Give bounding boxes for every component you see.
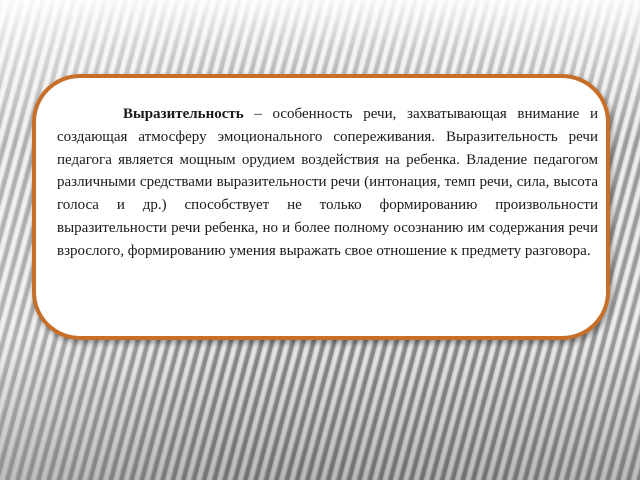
definition-term: Выразительность bbox=[123, 106, 244, 122]
definition-body: – особенность речи, захватывающая внимание и создающая атмосферу эмоционального сопереживания. Выразительность речи педагога является мощным орудием воздействия на ребенка. Владение педагогом различными средствами выразительности речи (интонация, темп речи, сила, высота голоса и др.) способствует не только формированию произвольности выразительности речи ребенка, но и более полному осознанию им содержания речи взрослого, формированию умения выражать свое отношение к предмету разговора. bbox=[57, 106, 598, 259]
definition-paragraph bbox=[57, 103, 598, 263]
